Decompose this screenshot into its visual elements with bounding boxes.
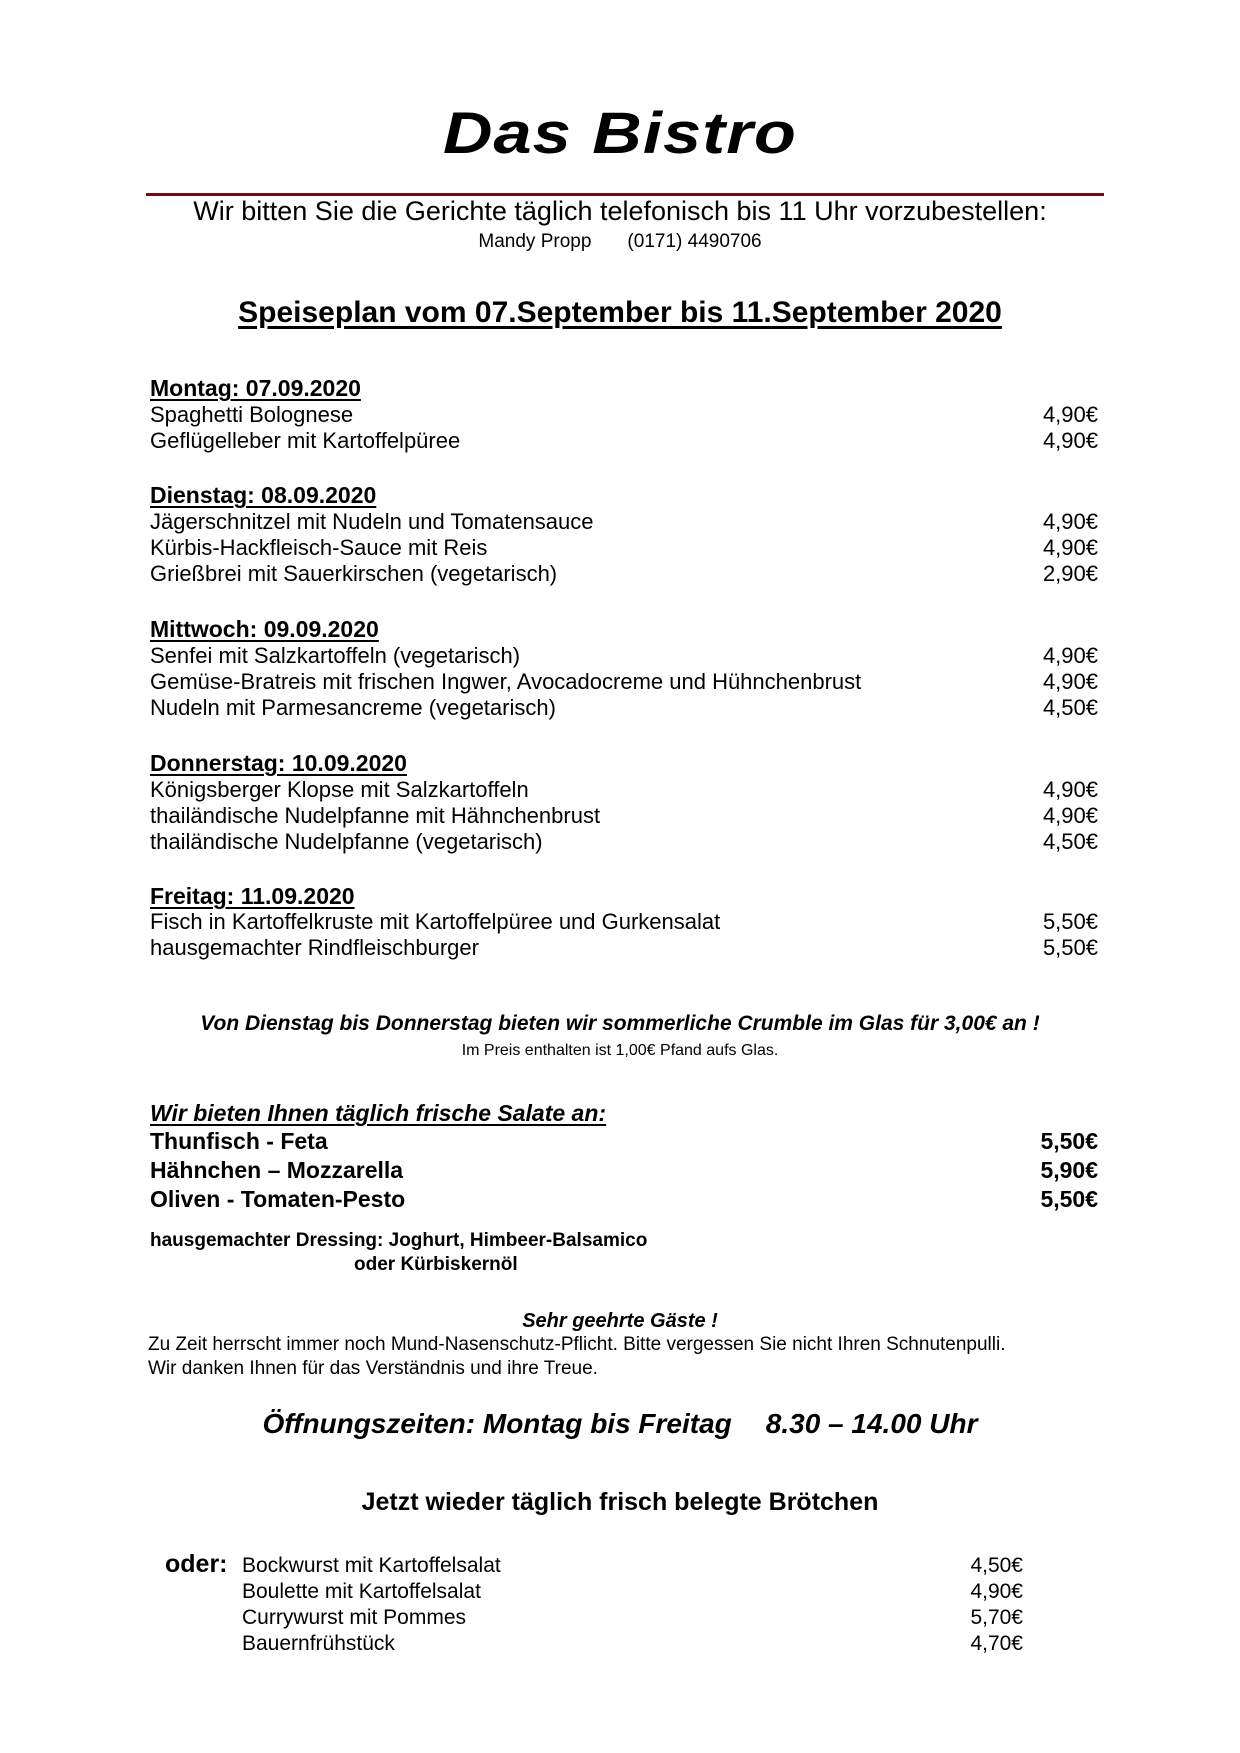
day-heading-tuesday: Dienstag: 08.09.2020 — [150, 482, 377, 508]
day-heading-wednesday: Mittwoch: 09.09.2020 — [150, 616, 379, 642]
extra-item-name: Currywurst mit Pommes — [242, 1606, 467, 1629]
dish-name: hausgemachter Rindfleischburger — [150, 935, 479, 960]
rolls-note: Jetzt wieder täglich frisch belegte Brötchen — [361, 1488, 879, 1516]
salad-name: Oliven - Tomaten-Pesto — [150, 1186, 406, 1212]
thanks-notice: Wir danken Ihnen für das Verständnis und ihre Treue. — [148, 1358, 598, 1379]
dish-price: 4,90€ — [1042, 777, 1098, 802]
extra-item-name: Bauernfrühstück — [242, 1632, 395, 1655]
salad-price: 5,90€ — [1040, 1157, 1098, 1183]
dish-price: 4,90€ — [1042, 643, 1098, 668]
dressing-alternative: oder Kürbiskernöl — [354, 1254, 518, 1275]
dish-name: Jägerschnitzel mit Nudeln und Tomatensauce — [150, 509, 594, 534]
dish-price: 5,50€ — [1042, 935, 1098, 960]
guests-heading: Sehr geehrte Gäste ! — [522, 1310, 718, 1332]
extras-prefix: oder: — [165, 1550, 228, 1578]
salad-price: 5,50€ — [1040, 1128, 1098, 1154]
dish-price: 4,50€ — [1042, 695, 1098, 720]
extra-item-price: 4,70€ — [970, 1632, 1023, 1655]
salad-name: Thunfisch - Feta — [150, 1128, 328, 1154]
extra-item-name: Boulette mit Kartoffelsalat — [242, 1580, 481, 1603]
dressing-options: hausgemachter Dressing: Joghurt, Himbeer-Balsamico — [150, 1230, 648, 1251]
opening-hours-time: 8.30 – 14.00 Uhr — [765, 1408, 978, 1439]
day-heading-thursday: Donnerstag: 10.09.2020 — [150, 750, 407, 776]
dish-name: Grießbrei mit Sauerkirschen (vegetarisch) — [150, 561, 558, 586]
bistro-title: Das Bistro — [442, 101, 798, 166]
dish-price: 4,90€ — [1042, 509, 1098, 534]
day-heading-friday: Freitag: 11.09.2020 — [150, 883, 355, 909]
dish-name: Königsberger Klopse mit Salzkartoffeln — [150, 777, 529, 802]
dish-price: 4,90€ — [1042, 402, 1098, 427]
dish-name: Nudeln mit Parmesancreme (vegetarisch) — [150, 695, 556, 720]
dish-price: 4,90€ — [1042, 428, 1098, 453]
opening-hours-label: Öffnungszeiten: Montag bis Freitag — [262, 1408, 732, 1439]
dish-price: 2,90€ — [1042, 561, 1098, 586]
dish-name: Geflügelleber mit Kartoffelpüree — [150, 428, 461, 453]
dish-name: Spaghetti Bolognese — [150, 402, 354, 427]
salad-name: Hähnchen – Mozzarella — [150, 1157, 404, 1183]
menu-plan-title: Speiseplan vom 07.September bis 11.September 2020 — [238, 296, 1002, 329]
dish-name: Gemüse-Bratreis mit frischen Ingwer, Avocadocreme und Hühnchenbrust — [150, 669, 862, 694]
dish-name: Kürbis-Hackfleisch-Sauce mit Reis — [150, 535, 488, 560]
opening-hours — [0, 1408, 1240, 1440]
dish-name: thailändische Nudelpfanne mit Hähnchenbrust — [150, 803, 601, 828]
dish-name: Senfei mit Salzkartoffeln (vegetarisch) — [150, 643, 521, 668]
mask-notice: Zu Zeit herrscht immer noch Mund-Nasenschutz-Pflicht. Bitte vergessen Sie nicht Ihren Schnutenpulli. — [148, 1334, 1006, 1355]
dish-price: 4,90€ — [1042, 669, 1098, 694]
salad-price: 5,50€ — [1040, 1186, 1098, 1212]
extra-item-price: 4,50€ — [970, 1554, 1023, 1577]
order-note: Wir bitten Sie die Gerichte täglich telefonisch bis 11 Uhr vorzubestellen: — [193, 196, 1047, 226]
dish-price: 4,90€ — [1042, 535, 1098, 560]
dish-price: 4,50€ — [1042, 829, 1098, 854]
extra-item-price: 5,70€ — [970, 1606, 1023, 1629]
contact-name: Mandy Propp — [478, 231, 592, 252]
dish-price: 5,50€ — [1042, 909, 1098, 934]
salads-heading: Wir bieten Ihnen täglich frische Salate an: — [150, 1100, 607, 1126]
crumble-promo: Von Dienstag bis Donnerstag bieten wir sommerliche Crumble im Glas für 3,00€ an ! — [200, 1012, 1040, 1035]
extra-item-name: Bockwurst mit Kartoffelsalat — [242, 1554, 501, 1577]
dish-name: thailändische Nudelpfanne (vegetarisch) — [150, 829, 543, 854]
extra-item-price: 4,90€ — [970, 1580, 1023, 1603]
crumble-deposit-note: Im Preis enthalten ist 1,00€ Pfand aufs Glas. — [461, 1042, 779, 1059]
dish-name: Fisch in Kartoffelkruste mit Kartoffelpüree und Gurkensalat — [150, 909, 721, 934]
day-heading-monday: Montag: 07.09.2020 — [150, 375, 361, 401]
dish-price: 4,90€ — [1042, 803, 1098, 828]
contact-line — [0, 231, 1240, 253]
contact-phone: (0171) 4490706 — [627, 231, 762, 252]
